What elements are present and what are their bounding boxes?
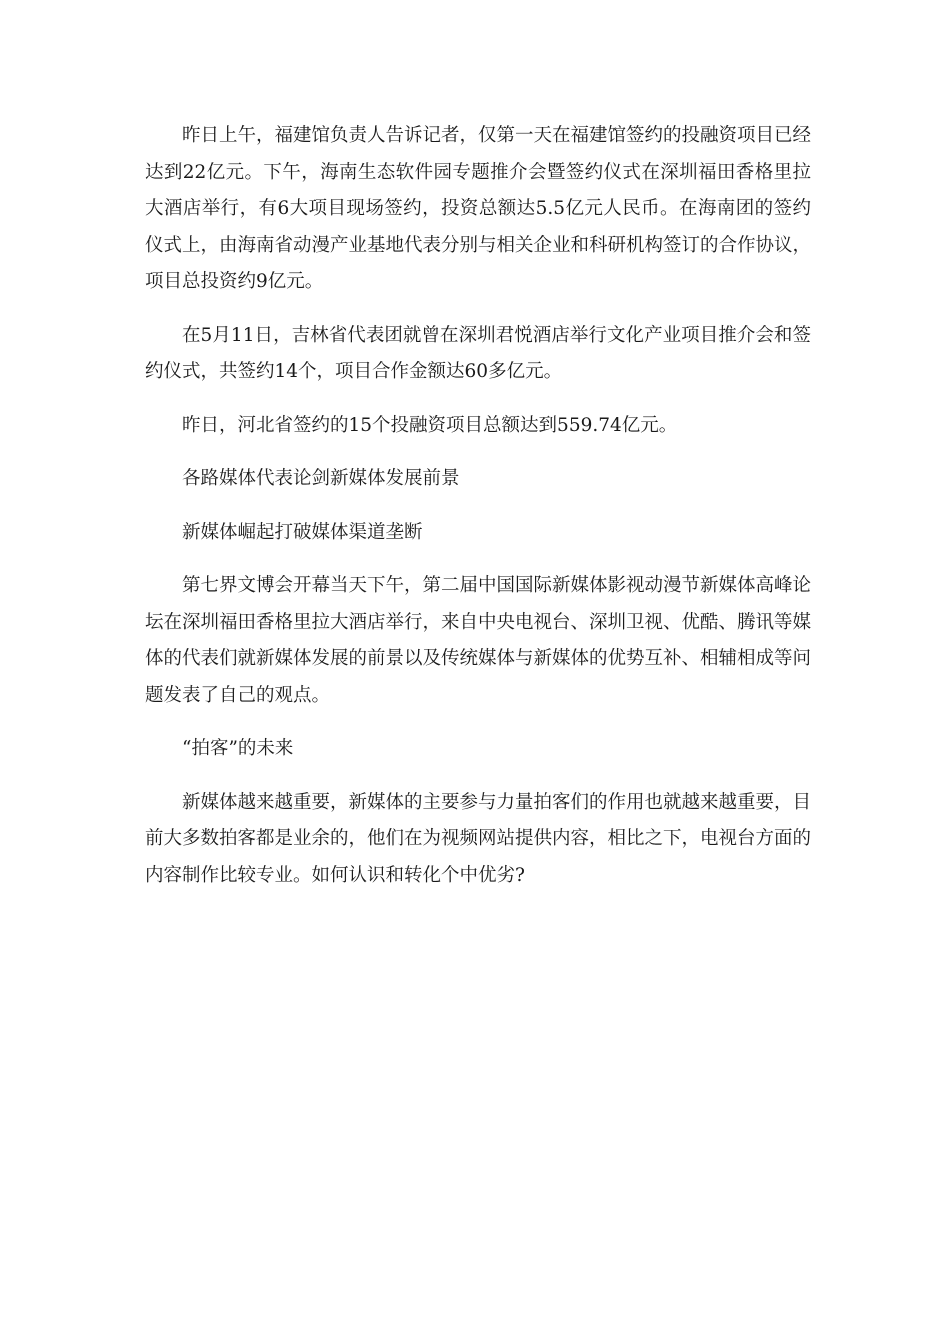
paragraph-paike-discussion: 新媒体越来越重要，新媒体的主要参与力量拍客们的作用也就越来越重要，目前大多数拍客都是业余的，他们在为视频网站提供内容，相比之下，电视台方面的内容制作比较专业。如何认识和转化个中优劣? [145, 791, 812, 886]
paragraph-hebei-signing: 昨日，河北省签约的15个投融资项目总额达到559.74亿元。 [182, 414, 678, 436]
section-heading-paike-future: “拍客”的未来 [182, 738, 294, 759]
paragraph-forum-description: 第七界文博会开幕当天下午，第二届中国国际新媒体影视动漫节新媒体高峰论坛在深圳福田香格里拉大酒店举行，来自中央电视台、深圳卫视、优酷、腾讯等媒体的代表们就新媒体发展的前景以及传统媒体与新媒体的优势互补、相辅相成等问题发表了自己的观点。 [145, 575, 812, 706]
document-body [145, 118, 811, 911]
paragraph-jilin-signing: 在5月11日，吉林省代表团就曾在深圳君悦酒店举行文化产业项目推介会和签约仪式，共签约14个，项目合作金额达60多亿元。 [145, 324, 811, 382]
paragraph-fujian-signing: 昨日上午，福建馆负责人告诉记者，仅第一天在福建馆签约的投融资项目已经达到22亿元。下午，海南生态软件园专题推介会暨签约仪式在深圳福田香格里拉大酒店举行，有6大项目现场签约，投资总额达5.5亿元人民币。在海南团的签约仪式上，由海南省动漫产业基地代表分别与相关企业和科研机构签订的合作协议，项目总投资约9亿元。 [145, 125, 812, 292]
section-heading-media-forum: 各路媒体代表论剑新媒体发展前景 [182, 468, 460, 489]
section-subheading-new-media: 新媒体崛起打破媒体渠道垄断 [182, 521, 423, 543]
